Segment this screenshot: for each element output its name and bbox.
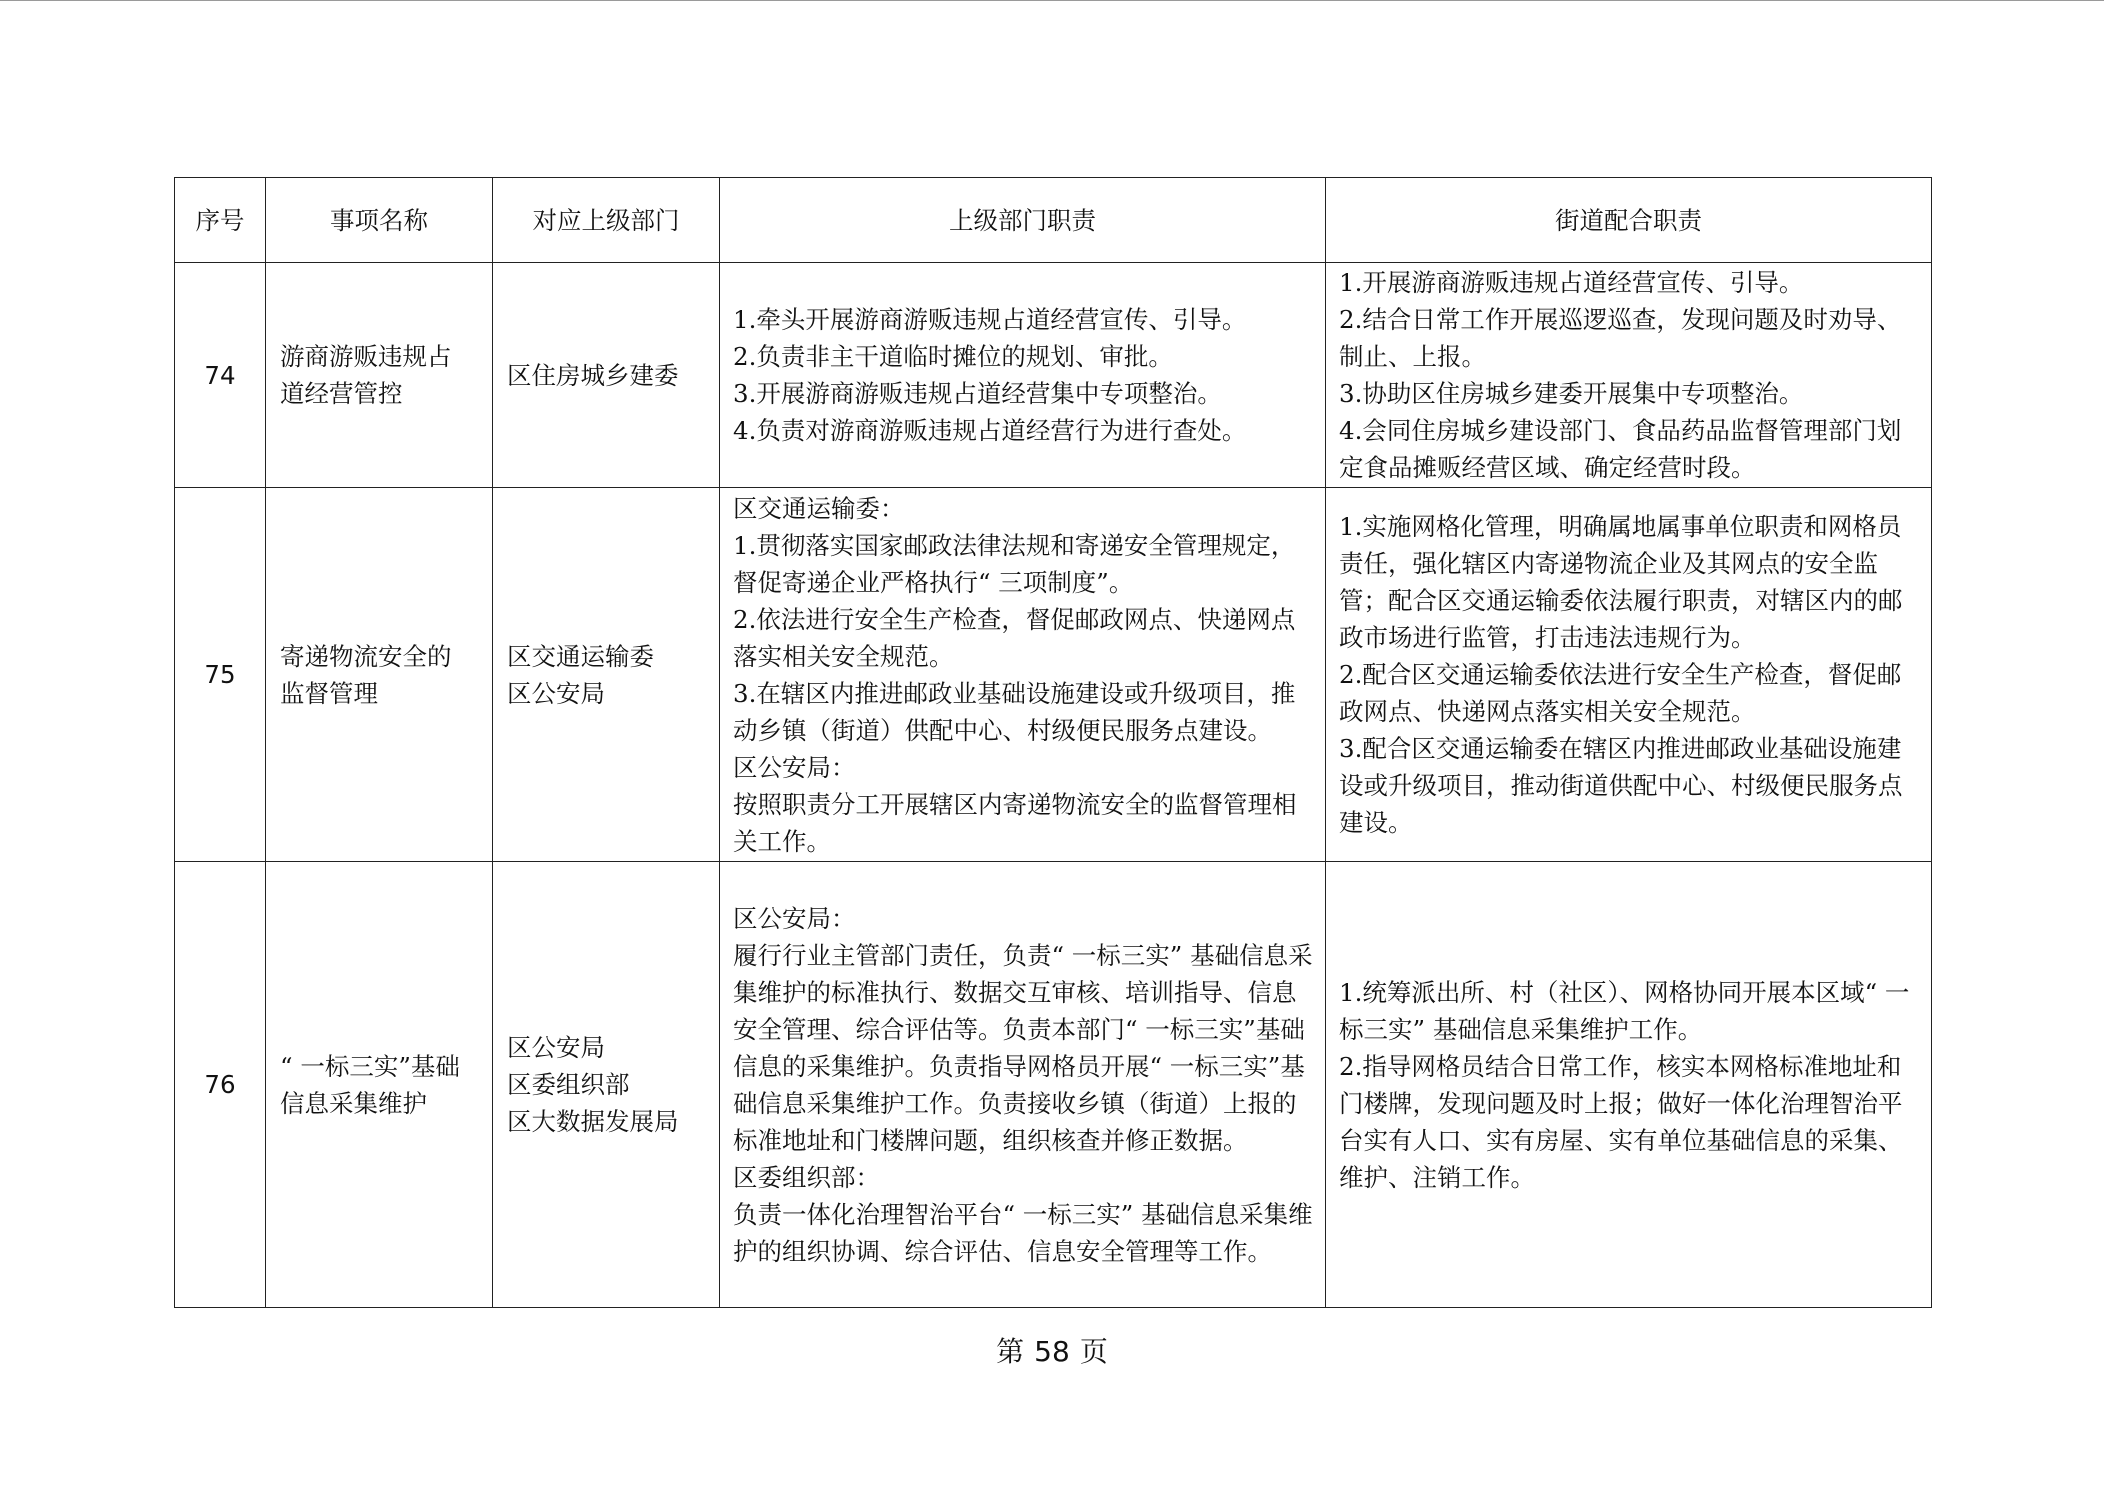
street-duty-cell [1326, 488, 1932, 862]
duty-line: 3.配合区交通运输委在辖区内推进邮政业基础设施建设或升级项目，推动街道供配中心、村级便民服务点建设。 [1339, 734, 1903, 837]
duty-line: 4.负责对游商游贩违规占道经营行为进行查处。 [733, 416, 1247, 445]
row-number: 76 [175, 862, 266, 1308]
dept-cell [493, 862, 720, 1308]
duty-line: 区交通运输委： [733, 493, 905, 523]
duty-line: 1.开展游商游贩违规占道经营宣传、引导。 [1339, 268, 1804, 297]
table-row [175, 862, 1932, 1308]
page-prefix: 第 [996, 1335, 1025, 1368]
street-duty-cell [1326, 263, 1932, 488]
duty-line: 按照职责分工开展辖区内寄递物流安全的监督管理相关工作。 [733, 789, 1297, 856]
item-name-line: 道经营管控 [280, 379, 403, 408]
duty-line: 1.牵头开展游商游贩违规占道经营宣传、引导。 [733, 305, 1247, 334]
dept-line: 区住房城乡建委 [507, 360, 679, 390]
dept-line: 区交通运输委 [507, 641, 654, 671]
duty-line: 2.配合区交通运输委依法进行安全生产检查，督促邮政网点、快递网点落实相关安全规范。 [1339, 660, 1902, 726]
dept-line: 区委组织部 [507, 1070, 630, 1099]
duty-line: 1.实施网格化管理，明确属地属事单位职责和网格员责任，强化辖区内寄递物流企业及其网点的安全监管；配合区交通运输委依法履行职责，对辖区内的邮政市场进行监管，打击违法违规行为。 [1339, 512, 1903, 652]
duty-line: 2.依法进行安全生产检查，督促邮政网点、快递网点落实相关安全规范。 [733, 604, 1296, 671]
dept-cell [493, 488, 720, 862]
item-name-line: 监督管理 [280, 678, 378, 708]
top-border-line [0, 0, 2104, 1]
item-name-cell [266, 263, 493, 488]
duty-line: 3.协助区住房城乡建委开展集中专项整治。 [1339, 379, 1804, 408]
table-row [175, 488, 1932, 862]
duty-line: 2.结合日常工作开展巡逻巡查，发现问题及时劝导、制止、上报。 [1339, 305, 1902, 371]
duty-line: 区委组织部： [733, 1162, 880, 1192]
item-name-cell [266, 488, 493, 862]
duty-line: 2.指导网格员结合日常工作，核实本网格标准地址和门楼牌，发现问题及时上报；做好一体化治理智治平台实有人口、实有房屋、实有单位基础信息的采集、维护、注销工作。 [1339, 1051, 1903, 1192]
item-name-cell [266, 862, 493, 1308]
responsibility-table [174, 177, 1932, 1308]
header-item-name: 事项名称 [266, 178, 493, 263]
row-number: 75 [175, 488, 266, 862]
duty-line: 负责一体化治理智治平台“ 一标三实” 基础信息采集维护的组织协调、综合评估、信息安全管理等工作。 [733, 1199, 1313, 1266]
superior-duty-cell [720, 862, 1326, 1308]
item-name-line: 信息采集维护 [280, 1088, 427, 1118]
duty-line: 4.会同住房城乡建设部门、食品药品监督管理部门划定食品摊贩经营区域、确定经营时段。 [1339, 416, 1902, 482]
header-superior-duty: 上级部门职责 [720, 178, 1326, 263]
dept-line: 区大数据发展局 [507, 1107, 679, 1136]
duty-line: 3.开展游商游贩违规占道经营集中专项整治。 [733, 379, 1222, 408]
superior-duty-cell [720, 263, 1326, 488]
dept-line: 区公安局 [507, 1033, 605, 1062]
header-superior-dept: 对应上级部门 [493, 178, 720, 263]
item-name-line: 游商游贩违规占 [280, 342, 452, 371]
duty-line: 1.统筹派出所、村（社区）、网格协同开展本区域“ 一标三实” 基础信息采集维护工作。 [1339, 977, 1910, 1044]
street-duty-cell [1326, 862, 1932, 1308]
header-no: 序号 [175, 178, 266, 263]
duty-line: 区公安局： [733, 752, 856, 782]
table-header-row [175, 178, 1932, 263]
page-number: 58 [1034, 1335, 1070, 1368]
table-row [175, 263, 1932, 488]
duty-line: 3.在辖区内推进邮政业基础设施建设或升级项目，推动乡镇（街道）供配中心、村级便民服务点建设。 [733, 678, 1296, 745]
item-name-line: “ 一标三实”基础 [280, 1051, 460, 1081]
duty-line: 2.负责非主干道临时摊位的规划、审批。 [733, 342, 1173, 371]
dept-cell [493, 263, 720, 488]
page-suffix: 页 [1079, 1335, 1108, 1368]
duty-line: 区公安局： [733, 903, 856, 933]
row-number: 74 [175, 263, 266, 488]
dept-line: 区公安局 [507, 678, 605, 708]
item-name-line: 寄递物流安全的 [280, 641, 452, 671]
duty-line: 1.贯彻落实国家邮政法律法规和寄递安全管理规定，督促寄递企业严格执行“ 三项制度”。 [733, 530, 1296, 597]
duty-line: 履行行业主管部门责任，负责“ 一标三实” 基础信息采集维护的标准执行、数据交互审核、培训指导、信息安全管理、综合评估等。负责本部门“ 一标三实”基础信息的采集维护。负责指导网格员开展“ 一标三实”基础信息采集维护工作。负责接收乡镇（街道）上报的标准地址和门楼牌问题，组织核查并修正数据。 [733, 940, 1313, 1155]
page-footer [0, 1330, 2104, 1370]
superior-duty-cell [720, 488, 1326, 862]
header-street-duty: 街道配合职责 [1326, 178, 1932, 263]
